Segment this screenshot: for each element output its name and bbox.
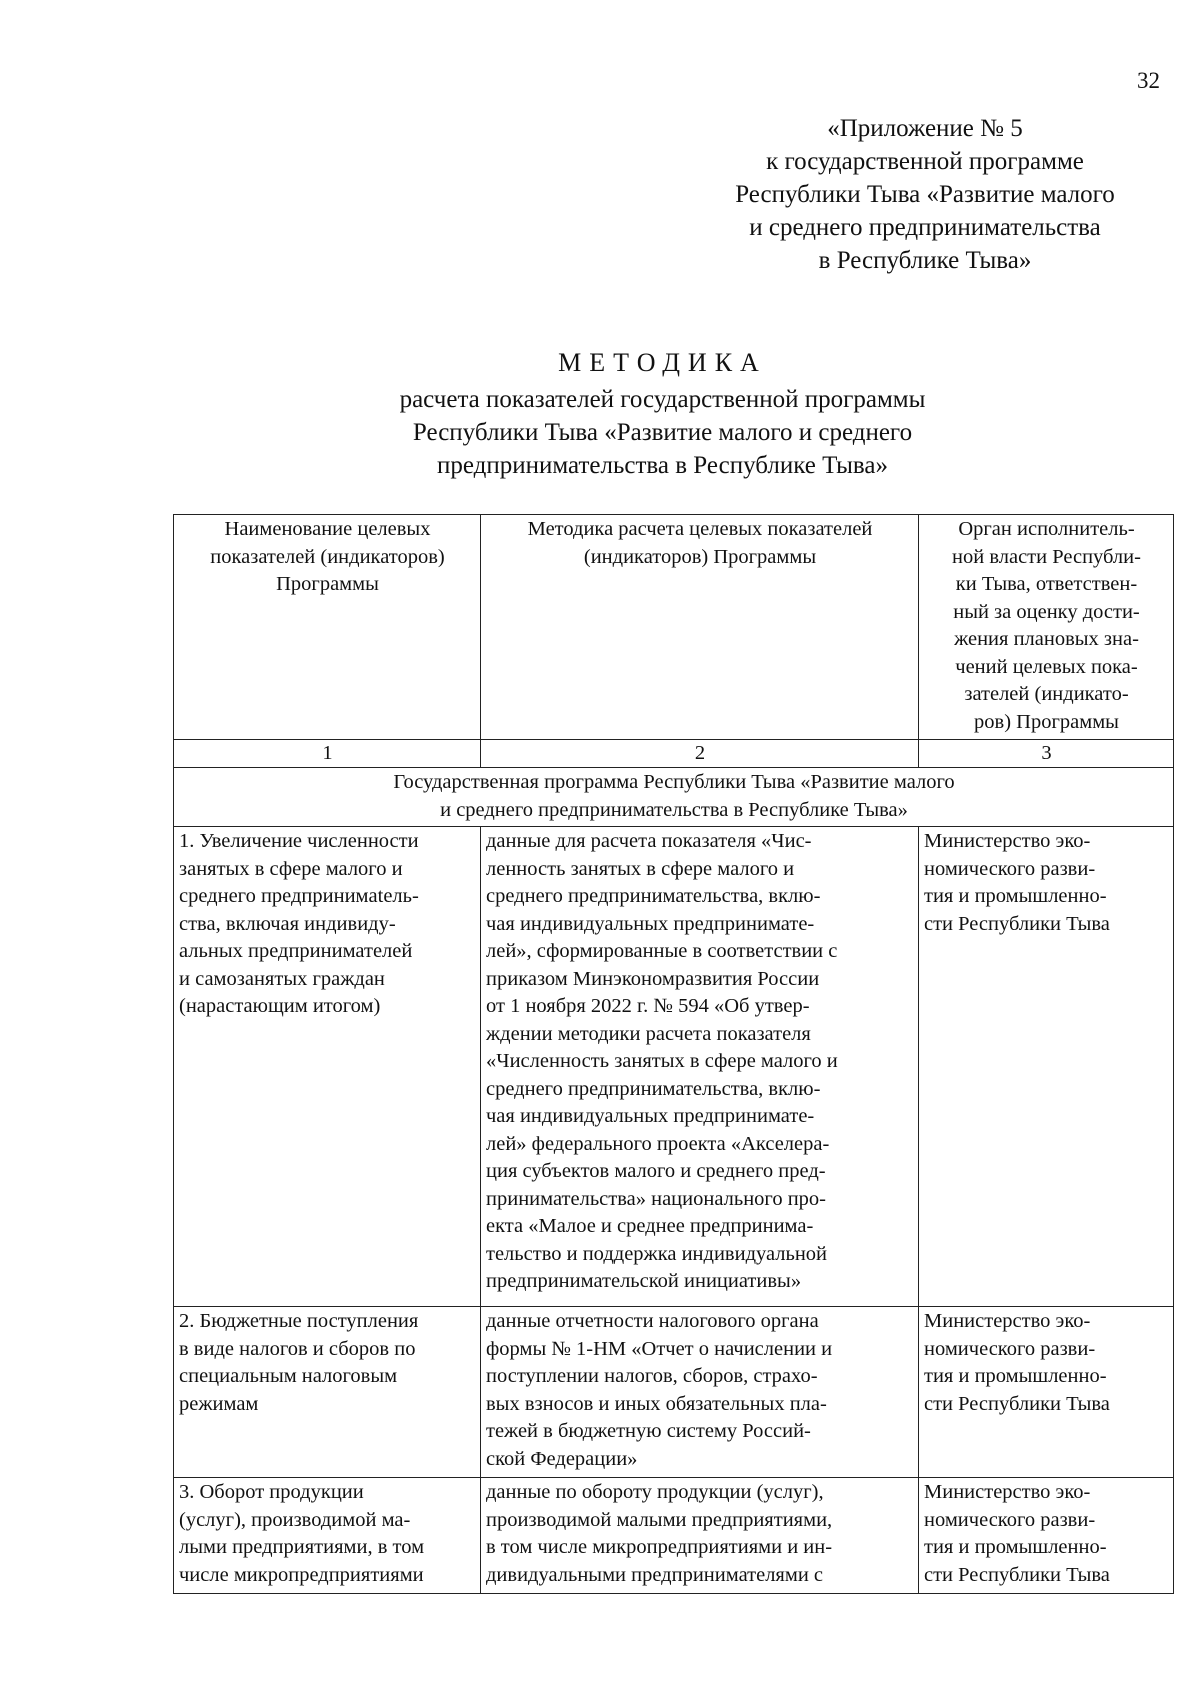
text-line: и среднего предпринимательства в Республике Тыва» (440, 798, 908, 821)
header-responsible-authority (919, 515, 1174, 740)
text-line: лей», сформированные в соответствии с (486, 940, 838, 962)
text-line: ской Федерации» (486, 1447, 638, 1470)
appendix-line: «Приложение № 5 (827, 115, 1023, 142)
methodology-table (173, 514, 1174, 1594)
text-line: данные по обороту продукции (услуг), (486, 1481, 824, 1503)
text-line: чая индивидуальных предпринимате- (486, 1105, 815, 1127)
appendix-line: в Республике Тыва» (818, 247, 1032, 274)
column-number: 2 (481, 740, 919, 768)
text-line: тельство и поддержка индивидуальной (486, 1242, 828, 1265)
text-line: дивидуальными предпринимателями с (486, 1563, 824, 1586)
text-line: производимой малыми предприятиями, (486, 1508, 833, 1531)
authority-cell (919, 827, 1174, 1307)
column-number: 3 (919, 740, 1174, 768)
text-line: ки Тыва, ответствен- (955, 573, 1138, 595)
text-line: лей» федерального проекта «Акселера- (486, 1132, 830, 1155)
table-row (174, 1307, 1174, 1478)
method-cell (481, 1478, 919, 1594)
text-line: и самозанятых граждан (179, 967, 385, 990)
page-number: 32 (1137, 68, 1160, 93)
table-header-row (174, 515, 1174, 740)
column-number: 1 (174, 740, 481, 768)
text-line: Государственная программа Республики Тыва «Развитие малого (393, 771, 955, 793)
text-line: принимательства» национального про- (486, 1187, 826, 1210)
method-cell (481, 827, 919, 1307)
document-title: МЕТОДИКА (558, 348, 767, 377)
section-row (174, 768, 1174, 827)
indicator-cell (174, 1478, 481, 1594)
text-line: данные для расчета показателя «Чис- (486, 830, 812, 852)
text-line: тия и промышленно- (924, 1536, 1107, 1558)
text-line: Наименование целевых (224, 518, 431, 540)
text-line: Министерство эко- (924, 1310, 1091, 1332)
text-line: от 1 ноября 2022 г. № 594 «Об утвер- (486, 995, 810, 1017)
text-line: (нарастающим итогом) (179, 995, 381, 1017)
appendix-line: и среднего предпринимательства (749, 214, 1101, 241)
text-line: чая индивидуальных предпринимате- (486, 912, 815, 935)
table-row (174, 1478, 1174, 1594)
text-line: 2. Бюджетные поступления (179, 1310, 419, 1332)
text-line: Методика расчета целевых показателей (527, 518, 873, 540)
text-line: ция субъектов малого и среднего пред- (486, 1160, 826, 1182)
appendix-note (650, 112, 1200, 277)
text-line: (индикаторов) Программы (583, 545, 817, 568)
text-line: поступлении налогов, сборов, страхо- (486, 1365, 818, 1387)
text-line: данные отчетности налогового органа (486, 1310, 819, 1332)
authority-cell (919, 1478, 1174, 1594)
text-line: Программы (276, 573, 379, 595)
authority-cell (919, 1307, 1174, 1478)
text-line: режимам (179, 1392, 259, 1415)
text-line: зателей (индикато- (964, 683, 1129, 705)
text-line: ный за оценку дости- (953, 600, 1140, 623)
method-cell (481, 1307, 919, 1478)
appendix-line: Республики Тыва «Развитие малого (735, 181, 1115, 208)
text-line: ства, включая индивиду- (179, 912, 396, 935)
text-line: Орган исполнитель- (958, 518, 1135, 540)
text-line: среднего предпринимательства, вклю- (486, 1077, 821, 1100)
text-line: номического разви- (924, 857, 1096, 880)
text-line: специальным налоговым (179, 1365, 398, 1387)
text-line: «Численность занятых в сфере малого и (486, 1050, 838, 1072)
header-indicator-name (174, 515, 481, 740)
subtitle-line: Республики Тыва «Развитие малого и среднего (412, 419, 913, 446)
header-calculation-method (481, 515, 919, 740)
text-line: показателей (индикаторов) (210, 545, 445, 568)
table-row (174, 827, 1174, 1307)
text-line: Министерство эко- (924, 830, 1091, 852)
text-line: альных предпринимателей (179, 940, 413, 962)
text-line: ждении методики расчета показателя (486, 1022, 811, 1045)
text-line: приказом Минэкономразвития России (486, 967, 820, 990)
text-line: ной власти Республи- (952, 545, 1141, 568)
text-line: екта «Малое и среднее предпринима- (486, 1215, 814, 1237)
text-line: тия и промышленно- (924, 1365, 1107, 1387)
text-line: ленность занятых в сфере малого и (486, 857, 795, 880)
indicator-cell (174, 1307, 481, 1478)
text-line: номического разви- (924, 1337, 1096, 1360)
text-line: тежей в бюджетную систему Россий- (486, 1420, 811, 1442)
subtitle-line: предпринимательства в Республике Тыва» (437, 452, 888, 479)
text-line: номического разви- (924, 1508, 1096, 1531)
text-line: Министерство эко- (924, 1481, 1091, 1503)
text-line: сти Республики Тыва (924, 912, 1110, 935)
text-line: лыми предприятиями, в том (179, 1536, 425, 1558)
text-line: ров) Программы (974, 710, 1119, 733)
text-line: в виде налогов и сборов по (179, 1337, 416, 1360)
text-line: жения плановых зна- (954, 628, 1139, 650)
text-line: сти Республики Тыва (924, 1392, 1110, 1415)
text-line: (услуг), производимой ма- (179, 1508, 411, 1531)
text-line: вых взносов и иных обязательных пла- (486, 1392, 827, 1415)
text-line: формы № 1-НМ «Отчет о начислении и (486, 1337, 833, 1360)
text-line: среднего предпринимательства, вклю- (486, 885, 821, 907)
text-line: занятых в сфере малого и (179, 857, 403, 880)
appendix-line: к государственной программе (766, 148, 1084, 175)
text-line: чений целевых пока- (955, 655, 1138, 678)
text-line: числе микропредприятиями (179, 1563, 424, 1586)
text-line: предпринимательской инициативы» (486, 1270, 802, 1292)
document-subtitle (0, 383, 1200, 482)
text-line: в том числе микропредприятиями и ин- (486, 1536, 833, 1558)
text-line: тия и промышленно- (924, 885, 1107, 907)
text-line: сти Республики Тыва (924, 1563, 1110, 1586)
text-line: среднего предпринимatель- (179, 885, 419, 907)
column-number-row (174, 740, 1174, 768)
indicator-cell (174, 827, 481, 1307)
section-title (174, 768, 1174, 827)
subtitle-line: расчета показателей государственной программы (399, 386, 926, 413)
text-line: 1. Увеличение численности (179, 830, 419, 852)
text-line: 3. Оборот продукции (179, 1481, 364, 1503)
